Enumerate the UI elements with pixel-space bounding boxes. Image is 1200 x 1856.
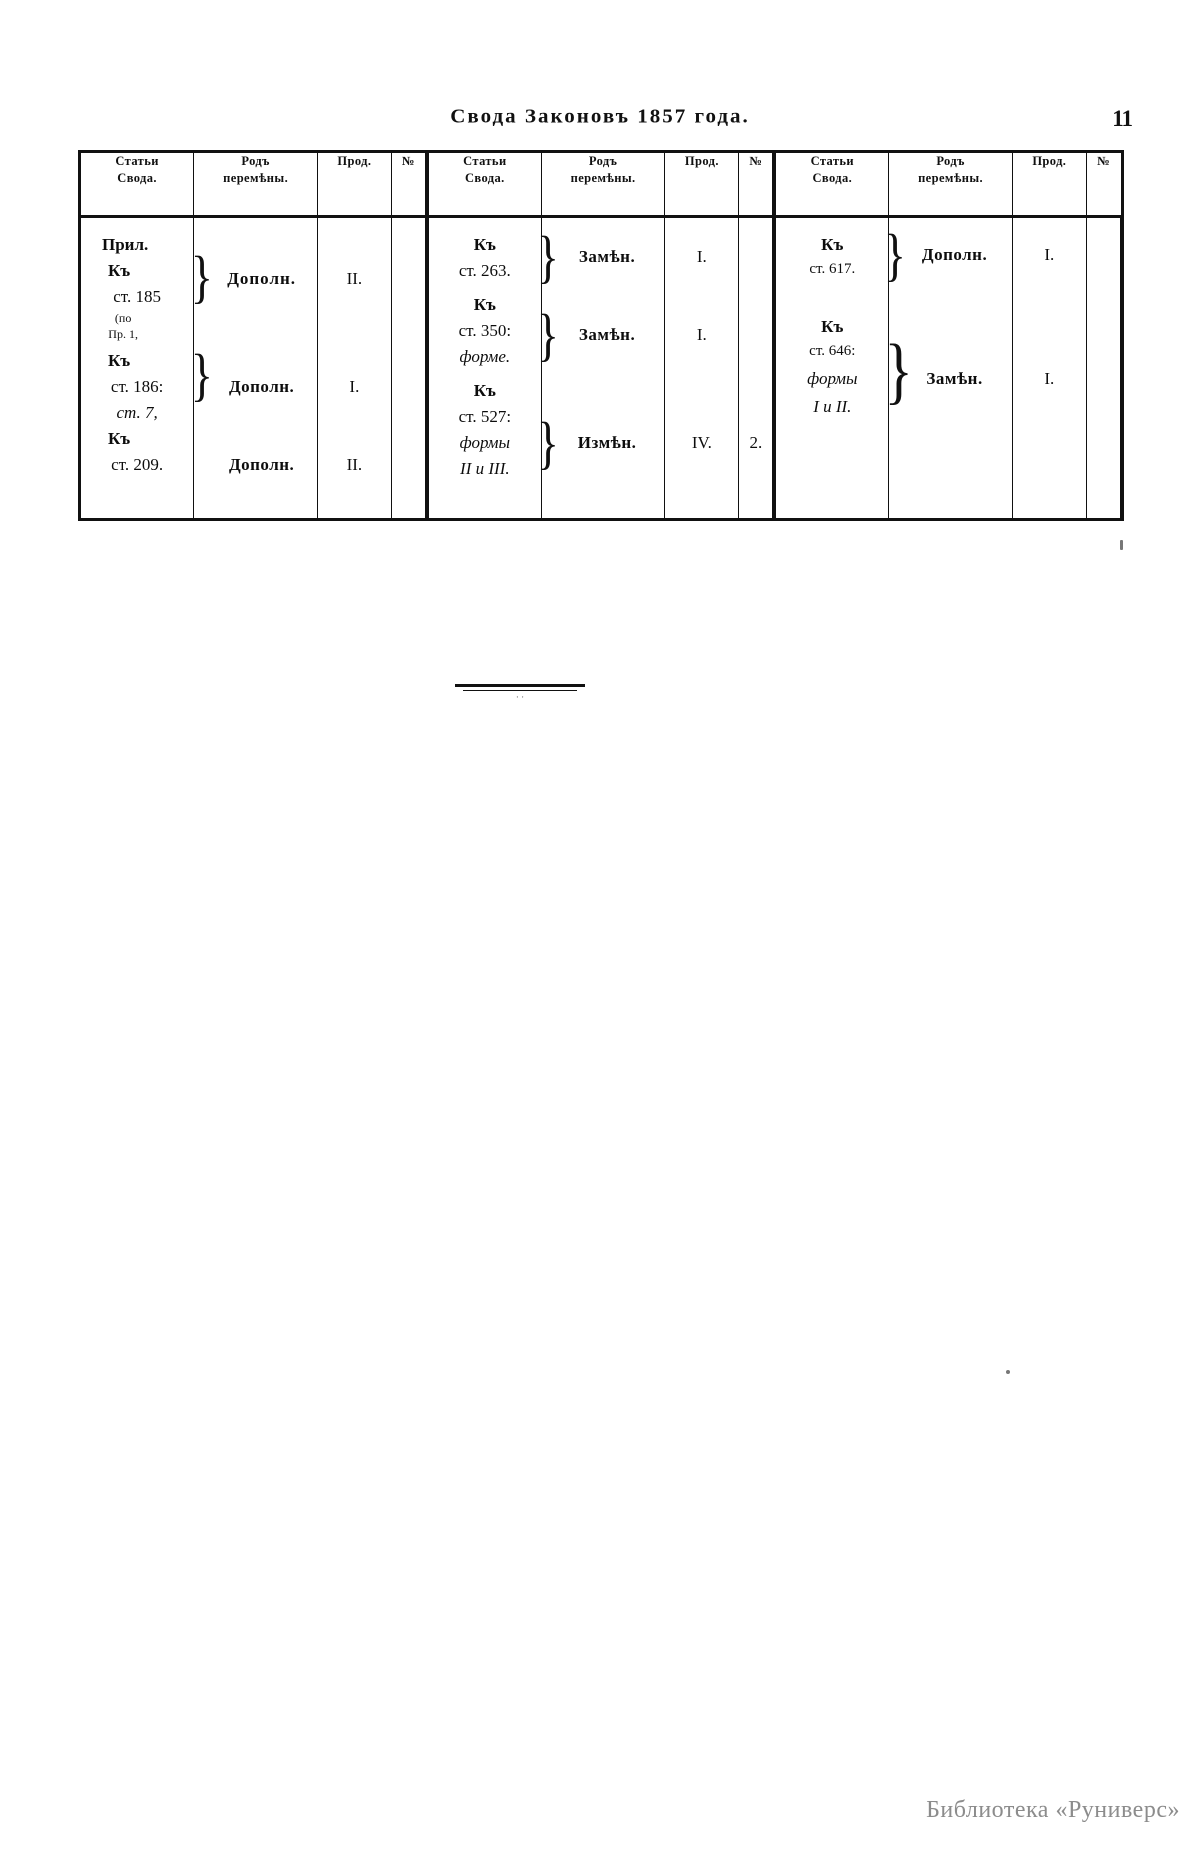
article-entry: ст. 209. xyxy=(111,455,164,474)
col-header-line1: Статьи xyxy=(810,154,855,168)
cell-prod-3 xyxy=(1012,217,1086,520)
col-header-prod-1 xyxy=(318,152,392,217)
article-entry: ст. 263. xyxy=(458,261,511,280)
cell-num-2 xyxy=(739,217,775,520)
article-entry: ст. 185 xyxy=(113,287,161,306)
article-entry: форме. xyxy=(459,347,511,366)
brace-icon: } xyxy=(191,342,214,407)
cell-num-1 xyxy=(391,217,427,520)
change-entry: Замѣн. xyxy=(926,369,983,388)
brace-icon: } xyxy=(536,410,559,475)
cell-num-3 xyxy=(1086,217,1122,520)
article-entry: Къ xyxy=(821,235,844,254)
col-header-line2: Свода. xyxy=(464,170,505,185)
article-entry: Къ xyxy=(473,381,496,400)
article-entry: ст. 617. xyxy=(809,261,856,277)
section-divider-ornament xyxy=(455,684,585,702)
change-entry: Замѣн. xyxy=(578,247,636,266)
scan-speck xyxy=(1006,1370,1010,1374)
register-table-container xyxy=(78,150,1124,545)
col-header-line1: Прод. xyxy=(684,154,719,168)
brace-icon: } xyxy=(883,222,907,287)
change-entry: Дополн. xyxy=(228,377,295,396)
article-entry: ст. 7, xyxy=(116,403,158,422)
article-entry: II и III. xyxy=(460,459,510,478)
col-header-line1: Статьи xyxy=(115,154,159,168)
table-header-row xyxy=(80,152,1123,217)
col-header-line1: Статьи xyxy=(463,154,507,168)
col-header-num-1 xyxy=(391,152,427,217)
article-entry: формы xyxy=(807,369,858,388)
col-header-line2: Свода. xyxy=(117,170,157,185)
col-header-line1: Прод. xyxy=(1032,154,1067,168)
prod-entry: I. xyxy=(696,325,707,344)
cell-change-2 xyxy=(536,217,665,520)
col-header-line1: Родъ xyxy=(936,154,965,168)
cell-prod-1 xyxy=(318,217,392,520)
table-row xyxy=(80,217,1123,520)
article-entry: ст. 646: xyxy=(809,343,856,359)
change-entry: Дополн. xyxy=(921,245,988,264)
article-entry: формы xyxy=(459,433,511,452)
col-header-articles-1 xyxy=(80,152,194,217)
cell-change-1 xyxy=(191,217,318,520)
col-header-line1: Прод. xyxy=(337,154,372,168)
page-header xyxy=(0,104,1200,144)
col-header-line2: перемѣны. xyxy=(918,170,984,185)
brace-icon: } xyxy=(884,330,914,412)
scan-speck xyxy=(1120,540,1123,550)
article-entry: ст. 350: xyxy=(458,321,512,340)
cell-prod-2 xyxy=(665,217,739,520)
col-header-line2: Свода. xyxy=(812,170,853,185)
table-body xyxy=(80,217,1123,520)
prod-entry: I. xyxy=(1044,245,1055,264)
cell-articles-1 xyxy=(80,217,194,520)
divider-rule-bottom xyxy=(463,690,577,691)
article-entry: Къ xyxy=(107,429,131,448)
col-header-line2: перемѣны. xyxy=(570,170,636,185)
cell-change-3 xyxy=(883,217,1013,520)
col-header-line1: Родъ xyxy=(588,154,618,168)
col-header-line1: Родъ xyxy=(241,154,270,168)
col-header-change-3 xyxy=(889,152,1013,217)
article-entry: Къ xyxy=(821,317,844,336)
article-entry: Прил. xyxy=(101,235,149,254)
change-entry: Измѣн. xyxy=(577,433,637,452)
article-entry: I и II. xyxy=(813,397,852,416)
col-header-line1: № xyxy=(1097,154,1111,168)
library-watermark: Библиотека «Руниверс» xyxy=(926,1797,1180,1823)
col-header-articles-3 xyxy=(774,152,888,217)
col-header-change-2 xyxy=(541,152,665,217)
col-header-articles-2 xyxy=(427,152,541,217)
prod-entry: I. xyxy=(696,247,707,266)
change-entry: Дополн. xyxy=(227,269,297,288)
prod-entry: II. xyxy=(346,455,363,474)
divider-speckles: · · xyxy=(515,692,525,702)
brace-icon: } xyxy=(536,302,559,367)
article-entry: ст. 186: xyxy=(110,377,164,396)
register-table xyxy=(78,150,1124,521)
col-header-num-3 xyxy=(1086,152,1122,217)
brace-icon: } xyxy=(536,224,559,289)
col-header-prod-3 xyxy=(1012,152,1086,217)
article-entry: ст. 527: xyxy=(458,407,512,426)
col-header-line1: № xyxy=(749,154,763,168)
divider-rule-top xyxy=(455,684,585,687)
change-entry: Замѣн. xyxy=(578,325,636,344)
prod-entry: IV. xyxy=(691,433,712,452)
col-header-line1: № xyxy=(401,154,415,168)
num-entry: 2. xyxy=(749,433,763,452)
prod-entry: I. xyxy=(1044,369,1055,388)
col-header-change-1 xyxy=(194,152,318,217)
article-entry: Къ xyxy=(473,295,496,314)
article-entry: (по xyxy=(114,311,132,325)
cell-articles-2 xyxy=(427,217,541,520)
col-header-num-2 xyxy=(739,152,775,217)
article-entry: Къ xyxy=(107,261,131,280)
article-entry: Къ xyxy=(473,235,496,254)
brace-icon: } xyxy=(191,244,214,309)
article-entry: Пр. 1, xyxy=(108,327,138,341)
cell-articles-3 xyxy=(774,217,888,520)
col-header-line2: перемѣны. xyxy=(223,170,289,185)
col-header-prod-2 xyxy=(665,152,739,217)
prod-entry: II. xyxy=(346,269,363,288)
article-entry: Къ xyxy=(107,351,131,370)
page-number: 11 xyxy=(1112,106,1132,131)
prod-entry: I. xyxy=(349,377,360,396)
page-title: Свода Законовъ 1857 года. xyxy=(450,104,750,128)
change-entry: Дополн. xyxy=(228,455,295,474)
